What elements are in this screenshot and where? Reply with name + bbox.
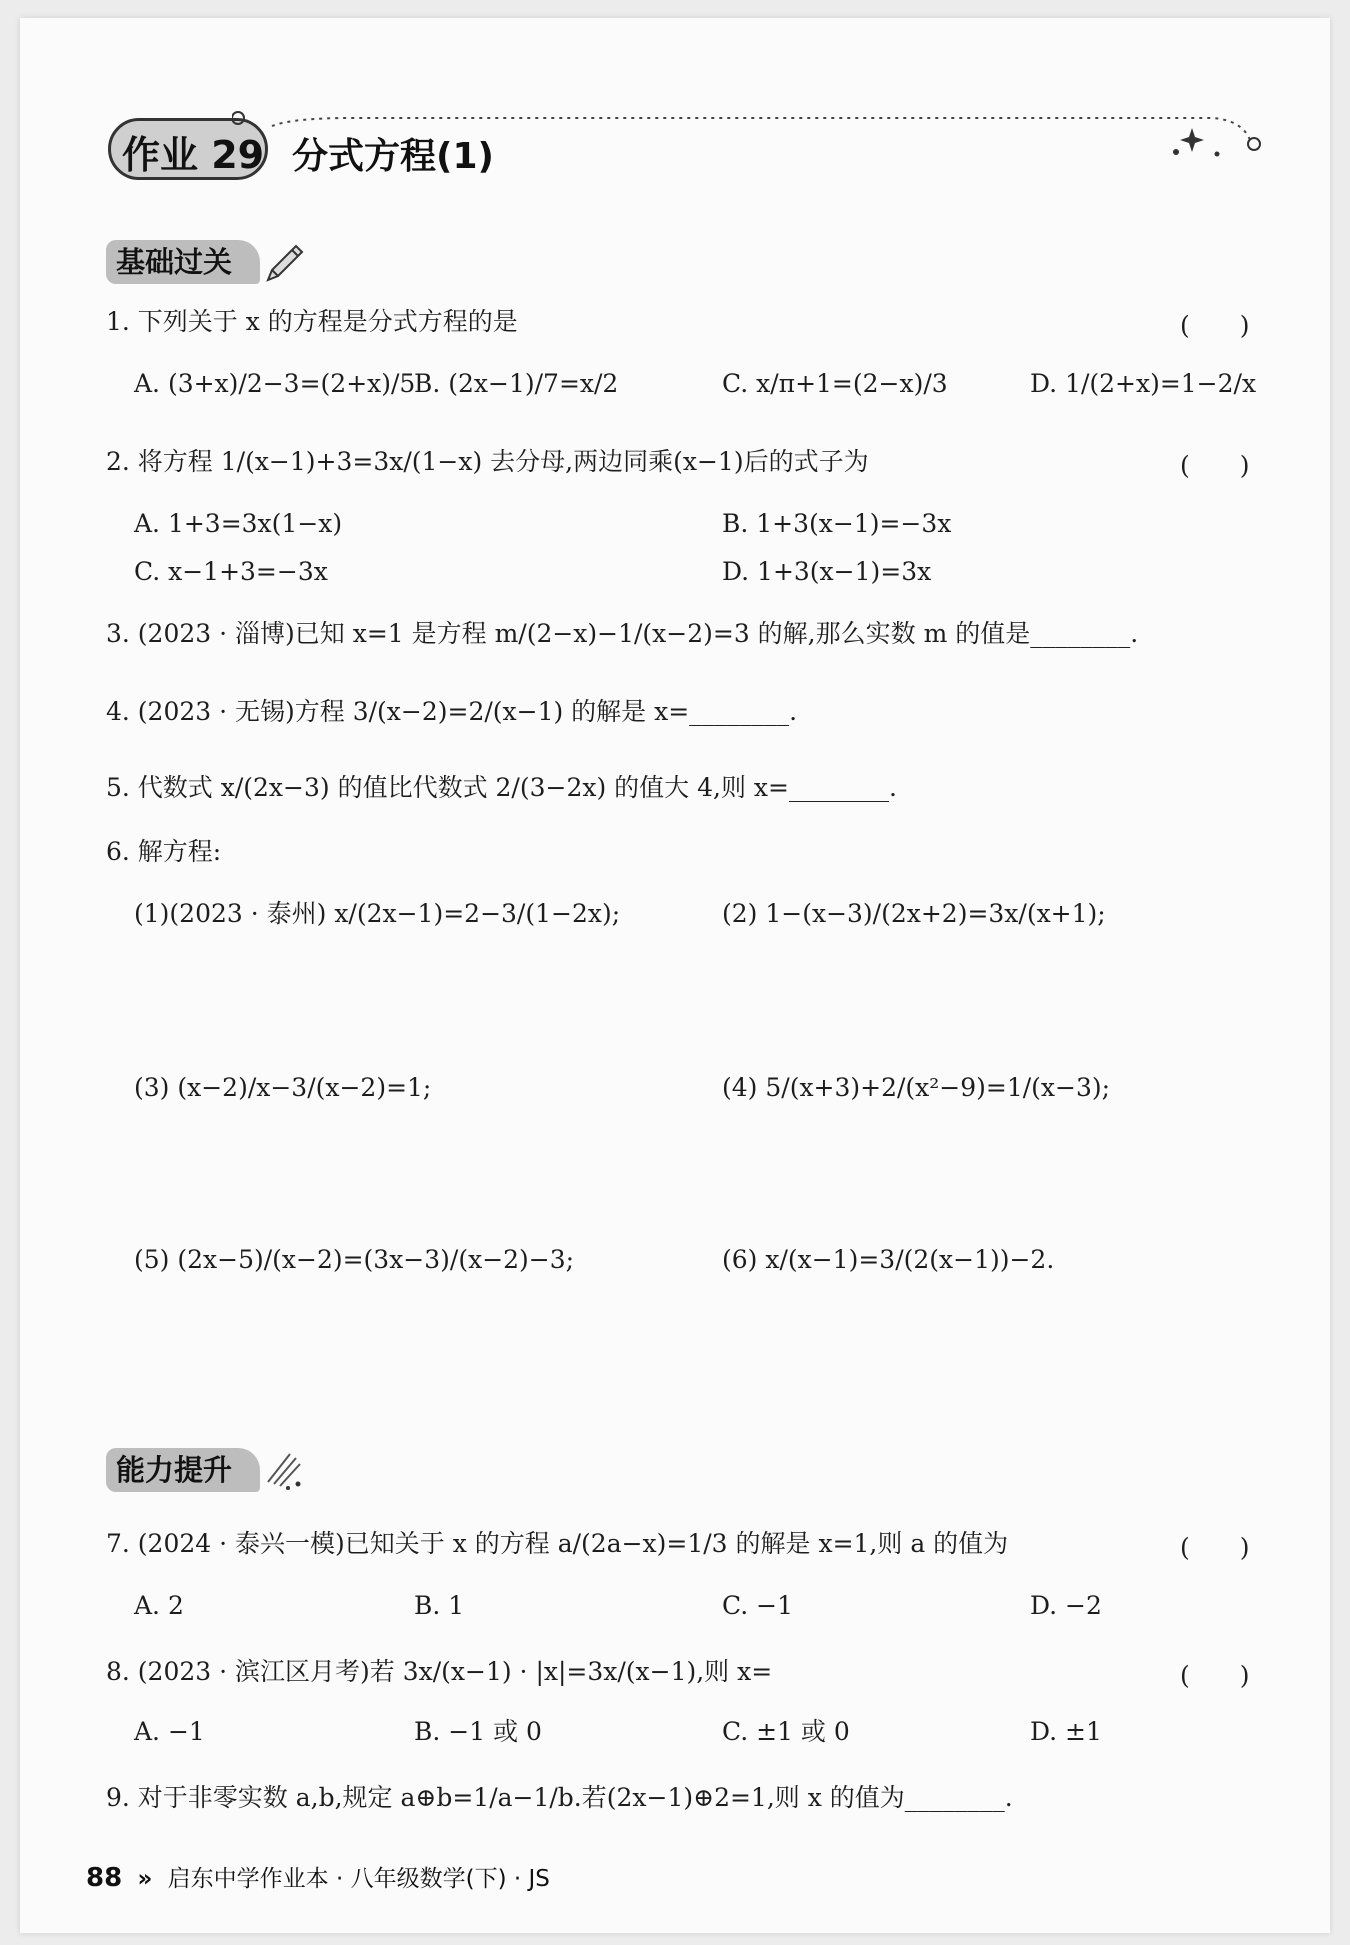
page-title: 分式方程(1) — [292, 136, 494, 177]
question-5: 5. 代数式 x/(2x−3) 的值比代数式 2/(3−2x) 的值大 4,则 x=________. — [106, 773, 897, 802]
q8-option-b: B. −1 或 0 — [414, 1717, 542, 1746]
q2-option-d: D. 1+3(x−1)=3x — [722, 557, 932, 586]
question-9: 9. 对于非零实数 a,b,规定 a⊕b=1/a−1/b.若(2x−1)⊕2=1,则 x 的值为________. — [106, 1783, 1013, 1812]
q7-option-a: A. 2 — [134, 1591, 184, 1620]
q8-option-d: D. ±1 — [1030, 1717, 1102, 1746]
q7-option-b: B. 1 — [414, 1591, 465, 1620]
answer-paren-q8: ( ) — [1180, 1661, 1250, 1690]
page-footer — [86, 1860, 550, 1893]
q6-part-1: (1)(2023 · 泰州) x/(2x−1)=2−3/(1−2x); — [134, 899, 621, 928]
q2-option-a: A. 1+3=3x(1−x) — [134, 509, 343, 538]
q7-option-d: D. −2 — [1030, 1591, 1102, 1620]
section-tag-advanced: 能力提升 — [106, 1448, 260, 1492]
q1-option-b: B. (2x−1)/7=x/2 — [414, 369, 619, 398]
question-2-stem: 2. 将方程 1/(x−1)+3=3x/(1−x) 去分母,两边同乘(x−1)后的式子为 — [106, 447, 869, 476]
q1-option-a: A. (3+x)/2−3=(2+x)/5 — [134, 369, 416, 398]
q2-option-b: B. 1+3(x−1)=−3x — [722, 509, 952, 538]
double-arrow-icon: » — [137, 1866, 153, 1892]
question-4: 4. (2023 · 无锡)方程 3/(x−2)=2/(x−1) 的解是 x=________. — [106, 697, 798, 726]
question-7-stem: 7. (2024 · 泰兴一模)已知关于 x 的方程 a/(2a−x)=1/3 的解是 x=1,则 a 的值为 — [106, 1529, 1009, 1558]
homework-number: 作业 29 — [122, 133, 265, 177]
q1-option-c: C. x/π+1=(2−x)/3 — [722, 369, 948, 398]
q8-option-a: A. −1 — [134, 1717, 205, 1746]
book-title: 启东中学作业本 · 八年级数学(下) · JS — [167, 1866, 550, 1892]
question-8-stem: 8. (2023 · 滨江区月考)若 3x/(x−1) · |x|=3x/(x−1),则 x= — [106, 1657, 773, 1686]
q6-part-3: (3) (x−2)/x−3/(x−2)=1; — [134, 1073, 432, 1102]
section-tag-basic: 基础过关 — [106, 240, 260, 284]
decorative-dotted-line-icon — [232, 104, 1272, 174]
q2-option-c: C. x−1+3=−3x — [134, 557, 328, 586]
answer-paren-q1: ( ) — [1180, 311, 1250, 340]
q7-option-c: C. −1 — [722, 1591, 793, 1620]
q6-part-4: (4) 5/(x+3)+2/(x²−9)=1/(x−3); — [722, 1073, 1111, 1102]
page-number: 88 — [86, 1863, 123, 1893]
answer-paren-q7: ( ) — [1180, 1533, 1250, 1562]
question-6-stem: 6. 解方程: — [106, 837, 222, 866]
q6-part-2: (2) 1−(x−3)/(2x+2)=3x/(x+1); — [722, 899, 1106, 928]
answer-paren-q2: ( ) — [1180, 451, 1250, 480]
q1-option-d: D. 1/(2+x)=1−2/x — [1030, 369, 1257, 398]
question-3: 3. (2023 · 淄博)已知 x=1 是方程 m/(2−x)−1/(x−2)=3 的解,那么实数 m 的值是________. — [106, 619, 1139, 648]
sparkle-icon — [262, 1446, 308, 1492]
q6-part-5: (5) (2x−5)/(x−2)=(3x−3)/(x−2)−3; — [134, 1245, 575, 1274]
question-1-stem: 1. 下列关于 x 的方程是分式方程的是 — [106, 307, 518, 336]
pencil-icon — [262, 240, 306, 286]
q8-option-c: C. ±1 或 0 — [722, 1717, 850, 1746]
q6-part-6: (6) x/(x−1)=3/(2(x−1))−2. — [722, 1245, 1055, 1274]
